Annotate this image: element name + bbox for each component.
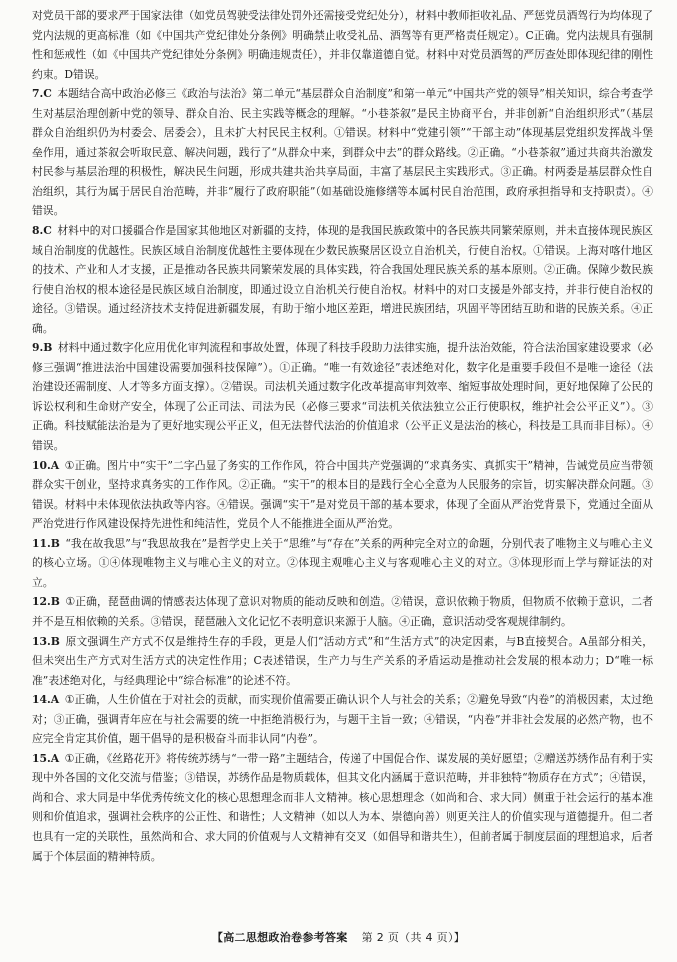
answer-item bbox=[32, 456, 653, 534]
answer-number: 8.C bbox=[32, 224, 52, 238]
answer-item bbox=[32, 534, 653, 593]
answer-explanation: 材料中的对口援疆合作是国家其他地区对新疆的支持，体现的是我国民族政策中的各民族共同繁荣原则，并未直接体现民族区域自治制度的优越性。民族区域自治制度优越性主要体现在少数民族聚居区设立自治机关，行使自治权。①错误。上海对喀什地区的技术、产业和人才支援，正是推动各民族共同繁荣发展的具体实践，符合我国处理民族关系的基本原则。②正确。保障少数民族行使自治权的根本途径是民族区域自治制度，即通过设立自治机关行使自治权。材料中的对口支援是外部支持，并非行使自治权的途径。③错误。通过经济技术支持促进新疆发展，有助于缩小地区差距，增进民族团结，巩固平等团结互助和谐的民族关系。④正确。 bbox=[32, 224, 653, 335]
answer-item bbox=[32, 592, 653, 631]
answer-number: 14.A bbox=[32, 693, 60, 707]
answer-item bbox=[32, 338, 653, 455]
answer-explanation: “我在故我思”与“我思故我在”是哲学史上关于“思维”与“存在”关系的两种完全对立的命题，分别代表了唯物主义与唯心主义的核心立场。①④体现唯物主义与唯心主义的对立。②体现主观唯心主义与客观唯心主义的对立。③体现形而上学与辩证法的对立。 bbox=[32, 536, 653, 589]
intro-paragraph: 对党员干部的要求严于国家法律（如党员驾驶受法律处罚外还需接受党纪处分），材料中教师拒收礼品、严惩党员酒驾行为均体现了党内法规的更高标准（如《中国共产党纪律处分条例》明确禁止收受礼品、酒驾等有更严格责任规定）。C正确。党内法规具有强制性和惩戒性（如《中国共产党纪律处分条例》明确违规责任），并非仅靠道德自觉。材料中对党员酒驾的严厉查处即体现纪律的刚性约束。D错误。 bbox=[32, 9, 653, 81]
answer-number: 11.B bbox=[32, 536, 60, 550]
answer-explanation: 本题结合高中政治必修三《政治与法治》第二单元“基层群众自治制度”和第一单元“中国共产党的领导”相关知识，综合考查学生对基层治理创新中党的领导、群众自治、民主实践等概念的理解。“小巷茶叙”是民主协商平台，并非创新“自治组织形式”（基层群众自治组织仍为村委会、居委会），且未扩大村民民主权利。①错误。材料中“党建引领”“干部主动”体现基层党组织发挥战斗堡垒作用，通过茶叙会听取民意、解决问题，践行了“从群众中来，到群众中去”的群众路线。②正确。“小巷茶叙”通过共商共治激发村民参与基层治理的积极性，解决民生问题，形成共建共治共享局面，丰富了基层民主实践形式。③正确。村两委是基层群众性自治组织，其行为属于居民自治范畴，并非“履行了政府职能”（如基础设施修缮等本属村民自治范围，政府承担指导和支持职责）。④错误。 bbox=[32, 87, 653, 218]
answer-number: 7.C bbox=[32, 87, 52, 101]
footer-title: 【高二思想政治卷参考答案 bbox=[211, 931, 348, 944]
answer-explanation: ①正确，琵琶曲调的情感表达体现了意识对物质的能动反映和创造。②错误，意识依赖于物质，但物质不依赖于意识，二者并不是互相依赖的关系。③错误，琵琶融入文化记忆不表明意识来源于人脑。④正确，意识活动受客观规律制约。 bbox=[32, 595, 653, 628]
answer-number: 12.B bbox=[32, 595, 60, 609]
footer-page-number: 第 2 页（共 4 页）】 bbox=[361, 931, 466, 944]
answer-item bbox=[32, 749, 653, 866]
answer-item bbox=[32, 221, 653, 338]
answer-item bbox=[32, 690, 653, 749]
answer-list bbox=[32, 84, 653, 866]
answer-number: 15.A bbox=[32, 751, 60, 765]
page-footer bbox=[0, 929, 677, 945]
answer-item bbox=[32, 84, 653, 221]
answer-explanation: ①正确，人生价值在于对社会的贡献，而实现价值需要正确认识个人与社会的关系；②避免导致“内卷”的消极因素，太过绝对；③正确，强调青年应在与社会需要的统一中拒绝消极行为，与题干主旨一致；④错误，“内卷”并非社会发展的必然产物，也不应完全肯定其价值，题干倡导的是积极奋斗而非认同“内卷”。 bbox=[32, 693, 653, 746]
answer-content bbox=[32, 6, 653, 866]
answer-number: 9.B bbox=[32, 341, 53, 355]
answer-number: 10.A bbox=[32, 458, 60, 472]
answer-explanation: ①正确，《丝路花开》将传统苏绣与“一带一路”主题结合，传递了中国促合作、谋发展的美好愿望；②赠送苏绣作品有利于实现中外各国的文化交流与借鉴；③错误，苏绣作品是物质载体，但其文化内涵属于意识范畴，并非独特“物质存在方式”；④错误，尚和合、求大同是中华优秀传统文化的核心思想理念而非人文精神。核心思想理念（如尚和合、求大同）侧重于社会运行的基本准则和价值追求，强调社会秩序的公正性、和谐性；人文精神（如以人为本、崇德向善）则更关注人的价值实现与道德提升。但二者也具有一定的关联性，虽然尚和合、求大同的价值观与人文精神有交叉（如倡导和谐共生），但前者属于制度层面的理想追求，后者属于个体层面的精神特质。 bbox=[32, 751, 653, 863]
answer-explanation: ①正确。图片中“实干”二字凸显了务实的工作作风，符合中国共产党强调的“求真务实、真抓实干”精神，告诫党员应当带领群众实干创业，坚持求真务实的工作作风。②正确。“实干”的根本目的是践行全心全意为人民服务的宗旨，切实解决群众问题。③错误。材料中未体现依法执政等内容。④错误。强调“实干”是对党员干部的基本要求，体现了全面从严治党背景下，党通过全面从严治党进行作风建设保持先进性和纯洁性，党员个人不能推进全面从严治党。 bbox=[32, 458, 653, 531]
answer-explanation: 原文强调生产方式不仅是维持生存的手段，更是人们“活动方式”和“生活方式”的决定因素，与B直接契合。A虽部分相关，但未突出生产方式对生活方式的决定性作用；C表述错误，生产力与生产关系的矛盾运动是推动社会发展的根本动力；D“唯一标准”表述绝对化，与经典理论中“综合标准”的论述不符。 bbox=[32, 634, 653, 687]
answer-explanation: 材料中通过数字化应用优化审判流程和事故处置，体现了科技手段助力法律实施，提升法治效能，符合法治国家建设要求（必修三强调“推进法治中国建设需要加强科技保障”）。①正确。“唯一有效途径”表述绝对化，数字化是重要手段但不是唯一途径（法治建设还需制度、人才等多方面支撑）。②错误。司法机关通过数字化改革提高审判效率、缩短事故处理时间，更好地保障了公民的诉讼权利和生命财产安全，体现了公正司法、司法为民（必修三要求“司法机关依法独立公正行使职权，维护社会公平正义”）。③正确。科技赋能法治是为了更好地实现公平正义，但无法替代法治的价值追求（公平正义是法治的核心，科技是工具而非目标）。④错误。 bbox=[32, 341, 653, 453]
answer-item bbox=[32, 632, 653, 691]
answer-number: 13.B bbox=[32, 634, 60, 648]
